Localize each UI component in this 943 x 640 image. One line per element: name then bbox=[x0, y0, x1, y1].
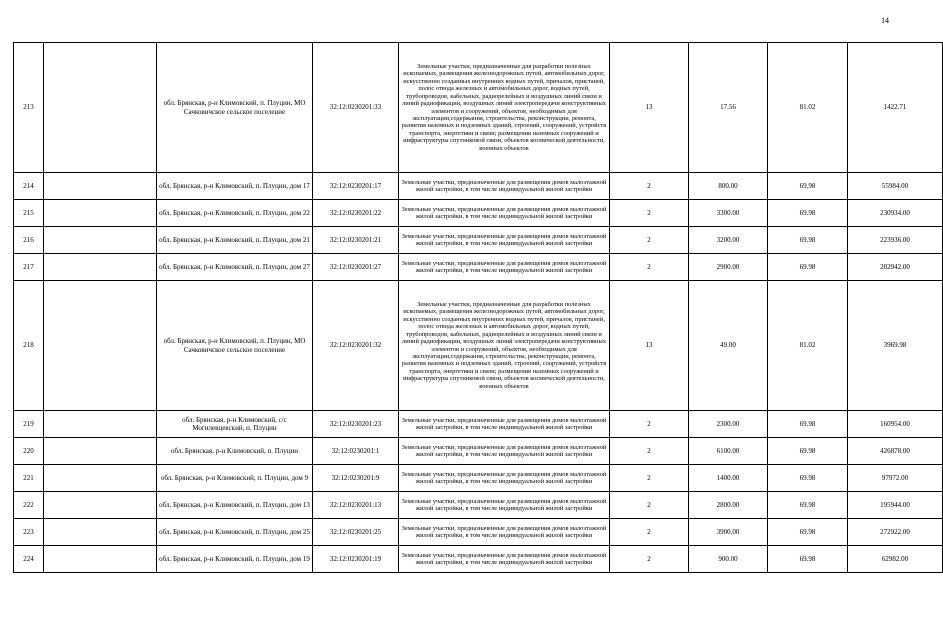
address-cell: обл. Брянская, р-н Климовский, п. Плуцин, МО Сачковичское сельское поселение bbox=[157, 281, 313, 411]
use-group-code-cell: 2 bbox=[610, 173, 689, 200]
use-group-code-cell: 2 bbox=[610, 519, 689, 546]
area-cell: 3200.00 bbox=[689, 227, 768, 254]
cadastral-number-cell: 32:12:0230201:32 bbox=[313, 281, 399, 411]
cadastral-number-cell: 32:12:0230201:23 bbox=[313, 411, 399, 438]
area-cell: 2900.00 bbox=[689, 254, 768, 281]
use-group-code-cell: 2 bbox=[610, 200, 689, 227]
page-number: 14 bbox=[881, 16, 889, 25]
specific-value-cell: 69.98 bbox=[768, 492, 848, 519]
cadastral-value-cell: 3969.98 bbox=[848, 281, 943, 411]
blank-cell bbox=[44, 281, 157, 411]
permitted-use-cell: Земельные участки, предназначенные для размещения домов малоэтажной жилой застройки, в том числе индивидуальной жилой застройки bbox=[399, 519, 610, 546]
cadastral-value-cell: 195944.00 bbox=[848, 492, 943, 519]
table-row bbox=[14, 546, 943, 573]
use-group-code-cell: 2 bbox=[610, 546, 689, 573]
cadastral-number-cell: 32:12:0230201:13 bbox=[313, 492, 399, 519]
cadastral-value-cell: 426878.00 bbox=[848, 438, 943, 465]
area-cell: 2300.00 bbox=[689, 411, 768, 438]
permitted-use-cell: Земельные участки, предназначенные для размещения домов малоэтажной жилой застройки, в том числе индивидуальной жилой застройки bbox=[399, 200, 610, 227]
permitted-use-cell: Земельные участки, предназначенные для размещения домов малоэтажной жилой застройки, в том числе индивидуальной жилой застройки bbox=[399, 254, 610, 281]
address-cell: обл. Брянская, р-н Климовский, п. Плуцин, дом 9 bbox=[157, 465, 313, 492]
blank-cell bbox=[44, 200, 157, 227]
blank-cell bbox=[44, 438, 157, 465]
row-number-cell: 219 bbox=[14, 411, 44, 438]
address-cell: обл. Брянская, р-н Климовский, п. Плуцин bbox=[157, 438, 313, 465]
cadastral-value-cell: 1422.71 bbox=[848, 43, 943, 173]
table-row bbox=[14, 438, 943, 465]
specific-value-cell: 69.98 bbox=[768, 173, 848, 200]
row-number-cell: 213 bbox=[14, 43, 44, 173]
use-group-code-cell: 2 bbox=[610, 492, 689, 519]
cadastral-number-cell: 32:12:0230201:27 bbox=[313, 254, 399, 281]
land-plots-table bbox=[13, 42, 943, 573]
specific-value-cell: 69.98 bbox=[768, 546, 848, 573]
cadastral-value-cell: 160954.00 bbox=[848, 411, 943, 438]
address-cell: обл. Брянская, р-н Климовский, п. Плуцин, дом 17 bbox=[157, 173, 313, 200]
area-cell: 6100.00 bbox=[689, 438, 768, 465]
row-number-cell: 223 bbox=[14, 519, 44, 546]
address-cell: обл. Брянская, р-н Климовский, п. Плуцин, дом 13 bbox=[157, 492, 313, 519]
cadastral-number-cell: 32:12:0230201:22 bbox=[313, 200, 399, 227]
permitted-use-cell: Земельные участки, предназначенные для разработки полезных ископаемых, размещения железнодорожных путей, автомобильных дорог, искусственно созданных внутренних водных путей, причалов, пристаней, полос отвода железных и автомобильных дорог, водных путей, трубопроводов, кабельных, радиорелейных и воздушных линий связи и линий радиофикации, воздушных линий электропередачи конструктивных элементов и сооружений, объектов, необходимых для эксплуатации,содержания, строительства, реконструкции, ремонта, развития наземных и подземных зданий, строений, сооружений, устройств транспорта, энергетики и связи; размещения наземных сооружений и инфраструктуры спутниковой связи, объектов космической деятельности, военных объектов bbox=[399, 43, 610, 173]
specific-value-cell: 69.98 bbox=[768, 200, 848, 227]
address-cell: обл. Брянская, р-н Климовский, п. Плуцин, дом 21 bbox=[157, 227, 313, 254]
area-cell: 2800.00 bbox=[689, 492, 768, 519]
permitted-use-cell: Земельные участки, предназначенные для размещения домов малоэтажной жилой застройки, в том числе индивидуальной жилой застройки bbox=[399, 411, 610, 438]
blank-cell bbox=[44, 492, 157, 519]
blank-cell bbox=[44, 173, 157, 200]
table-row bbox=[14, 173, 943, 200]
cadastral-number-cell: 32:12:0230201:1 bbox=[313, 438, 399, 465]
cadastral-value-cell: 223936.00 bbox=[848, 227, 943, 254]
area-cell: 900.00 bbox=[689, 546, 768, 573]
cadastral-value-cell: 230934.00 bbox=[848, 200, 943, 227]
blank-cell bbox=[44, 43, 157, 173]
permitted-use-cell: Земельные участки, предназначенные для размещения домов малоэтажной жилой застройки, в том числе индивидуальной жилой застройки bbox=[399, 492, 610, 519]
cadastral-number-cell: 32:12:0230201:19 bbox=[313, 546, 399, 573]
row-number-cell: 217 bbox=[14, 254, 44, 281]
row-number-cell: 222 bbox=[14, 492, 44, 519]
address-cell: обл. Брянская, р-н Климовский, п. Плуцин, дом 19 bbox=[157, 546, 313, 573]
specific-value-cell: 69.98 bbox=[768, 227, 848, 254]
address-cell: обл. Брянская, р-н Климовский, п. Плуцин, дом 22 bbox=[157, 200, 313, 227]
cadastral-value-cell: 202942.00 bbox=[848, 254, 943, 281]
cadastral-value-cell: 272922.00 bbox=[848, 519, 943, 546]
use-group-code-cell: 2 bbox=[610, 438, 689, 465]
blank-cell bbox=[44, 519, 157, 546]
row-number-cell: 216 bbox=[14, 227, 44, 254]
table-row bbox=[14, 465, 943, 492]
area-cell: 3900.00 bbox=[689, 519, 768, 546]
use-group-code-cell: 2 bbox=[610, 465, 689, 492]
permitted-use-cell: Земельные участки, предназначенные для размещения домов малоэтажной жилой застройки, в том числе индивидуальной жилой застройки bbox=[399, 438, 610, 465]
row-number-cell: 221 bbox=[14, 465, 44, 492]
use-group-code-cell: 2 bbox=[610, 411, 689, 438]
cadastral-value-cell: 62982.00 bbox=[848, 546, 943, 573]
specific-value-cell: 69.98 bbox=[768, 254, 848, 281]
area-cell: 49.00 bbox=[689, 281, 768, 411]
permitted-use-cell: Земельные участки, предназначенные для разработки полезных ископаемых, размещения железнодорожных путей, автомобильных дорог, искусственно созданных внутренних водных путей, причалов, пристаней, полос отвода железных и автомобильных дорог, водных путей, трубопроводов, кабельных, радиорелейных и воздушных линий связи и линий радиофикации, воздушных линий электропередачи конструктивных элементов и сооружений, объектов, необходимых для эксплуатации,содержания, строительства, реконструкции, ремонта, развития наземных и подземных зданий, строений, сооружений, устройств транспорта, энергетики и связи; размещения наземных сооружений и инфраструктуры спутниковой связи, объектов космической деятельности, военных объектов bbox=[399, 281, 610, 411]
permitted-use-cell: Земельные участки, предназначенные для размещения домов малоэтажной жилой застройки, в том числе индивидуальной жилой застройки bbox=[399, 546, 610, 573]
cadastral-number-cell: 32:12:0230201:17 bbox=[313, 173, 399, 200]
area-cell: 3300.00 bbox=[689, 200, 768, 227]
use-group-code-cell: 2 bbox=[610, 254, 689, 281]
area-cell: 17.56 bbox=[689, 43, 768, 173]
use-group-code-cell: 13 bbox=[610, 281, 689, 411]
table-row bbox=[14, 281, 943, 411]
specific-value-cell: 69.98 bbox=[768, 438, 848, 465]
cadastral-number-cell: 32:12:0230201:25 bbox=[313, 519, 399, 546]
row-number-cell: 224 bbox=[14, 546, 44, 573]
area-cell: 800.00 bbox=[689, 173, 768, 200]
cadastral-value-cell: 55984.00 bbox=[848, 173, 943, 200]
specific-value-cell: 81.02 bbox=[768, 281, 848, 411]
blank-cell bbox=[44, 254, 157, 281]
use-group-code-cell: 13 bbox=[610, 43, 689, 173]
row-number-cell: 215 bbox=[14, 200, 44, 227]
table-row bbox=[14, 43, 943, 173]
blank-cell bbox=[44, 465, 157, 492]
use-group-code-cell: 2 bbox=[610, 227, 689, 254]
table-row bbox=[14, 200, 943, 227]
table-row bbox=[14, 519, 943, 546]
blank-cell bbox=[44, 227, 157, 254]
address-cell: обл. Брянская, р-н Климовский, п. Плуцин, дом 27 bbox=[157, 254, 313, 281]
table-row bbox=[14, 227, 943, 254]
table-row bbox=[14, 492, 943, 519]
table-body bbox=[14, 43, 943, 573]
area-cell: 1400.00 bbox=[689, 465, 768, 492]
permitted-use-cell: Земельные участки, предназначенные для размещения домов малоэтажной жилой застройки, в том числе индивидуальной жилой застройки bbox=[399, 173, 610, 200]
blank-cell bbox=[44, 411, 157, 438]
specific-value-cell: 69.98 bbox=[768, 411, 848, 438]
address-cell: обл. Брянская, р-н Климовский, п. Плуцин, МО Сачковичское сельское поселение bbox=[157, 43, 313, 173]
permitted-use-cell: Земельные участки, предназначенные для размещения домов малоэтажной жилой застройки, в том числе индивидуальной жилой застройки bbox=[399, 465, 610, 492]
address-cell: обл. Брянская, р-н Климовский, п. Плуцин, дом 25 bbox=[157, 519, 313, 546]
permitted-use-cell: Земельные участки, предназначенные для размещения домов малоэтажной жилой застройки, в том числе индивидуальной жилой застройки bbox=[399, 227, 610, 254]
specific-value-cell: 81.02 bbox=[768, 43, 848, 173]
row-number-cell: 218 bbox=[14, 281, 44, 411]
specific-value-cell: 69.98 bbox=[768, 519, 848, 546]
address-cell: обл. Брянская, р-н Климовский, с/с Могилевцевский, п. Плуцин bbox=[157, 411, 313, 438]
cadastral-number-cell: 32:12:0230201:9 bbox=[313, 465, 399, 492]
cadastral-number-cell: 32:12:0230201:33 bbox=[313, 43, 399, 173]
blank-cell bbox=[44, 546, 157, 573]
row-number-cell: 220 bbox=[14, 438, 44, 465]
cadastral-value-cell: 97972.00 bbox=[848, 465, 943, 492]
table-row bbox=[14, 411, 943, 438]
row-number-cell: 214 bbox=[14, 173, 44, 200]
cadastral-number-cell: 32:12:0230201:21 bbox=[313, 227, 399, 254]
specific-value-cell: 69.98 bbox=[768, 465, 848, 492]
table-row bbox=[14, 254, 943, 281]
